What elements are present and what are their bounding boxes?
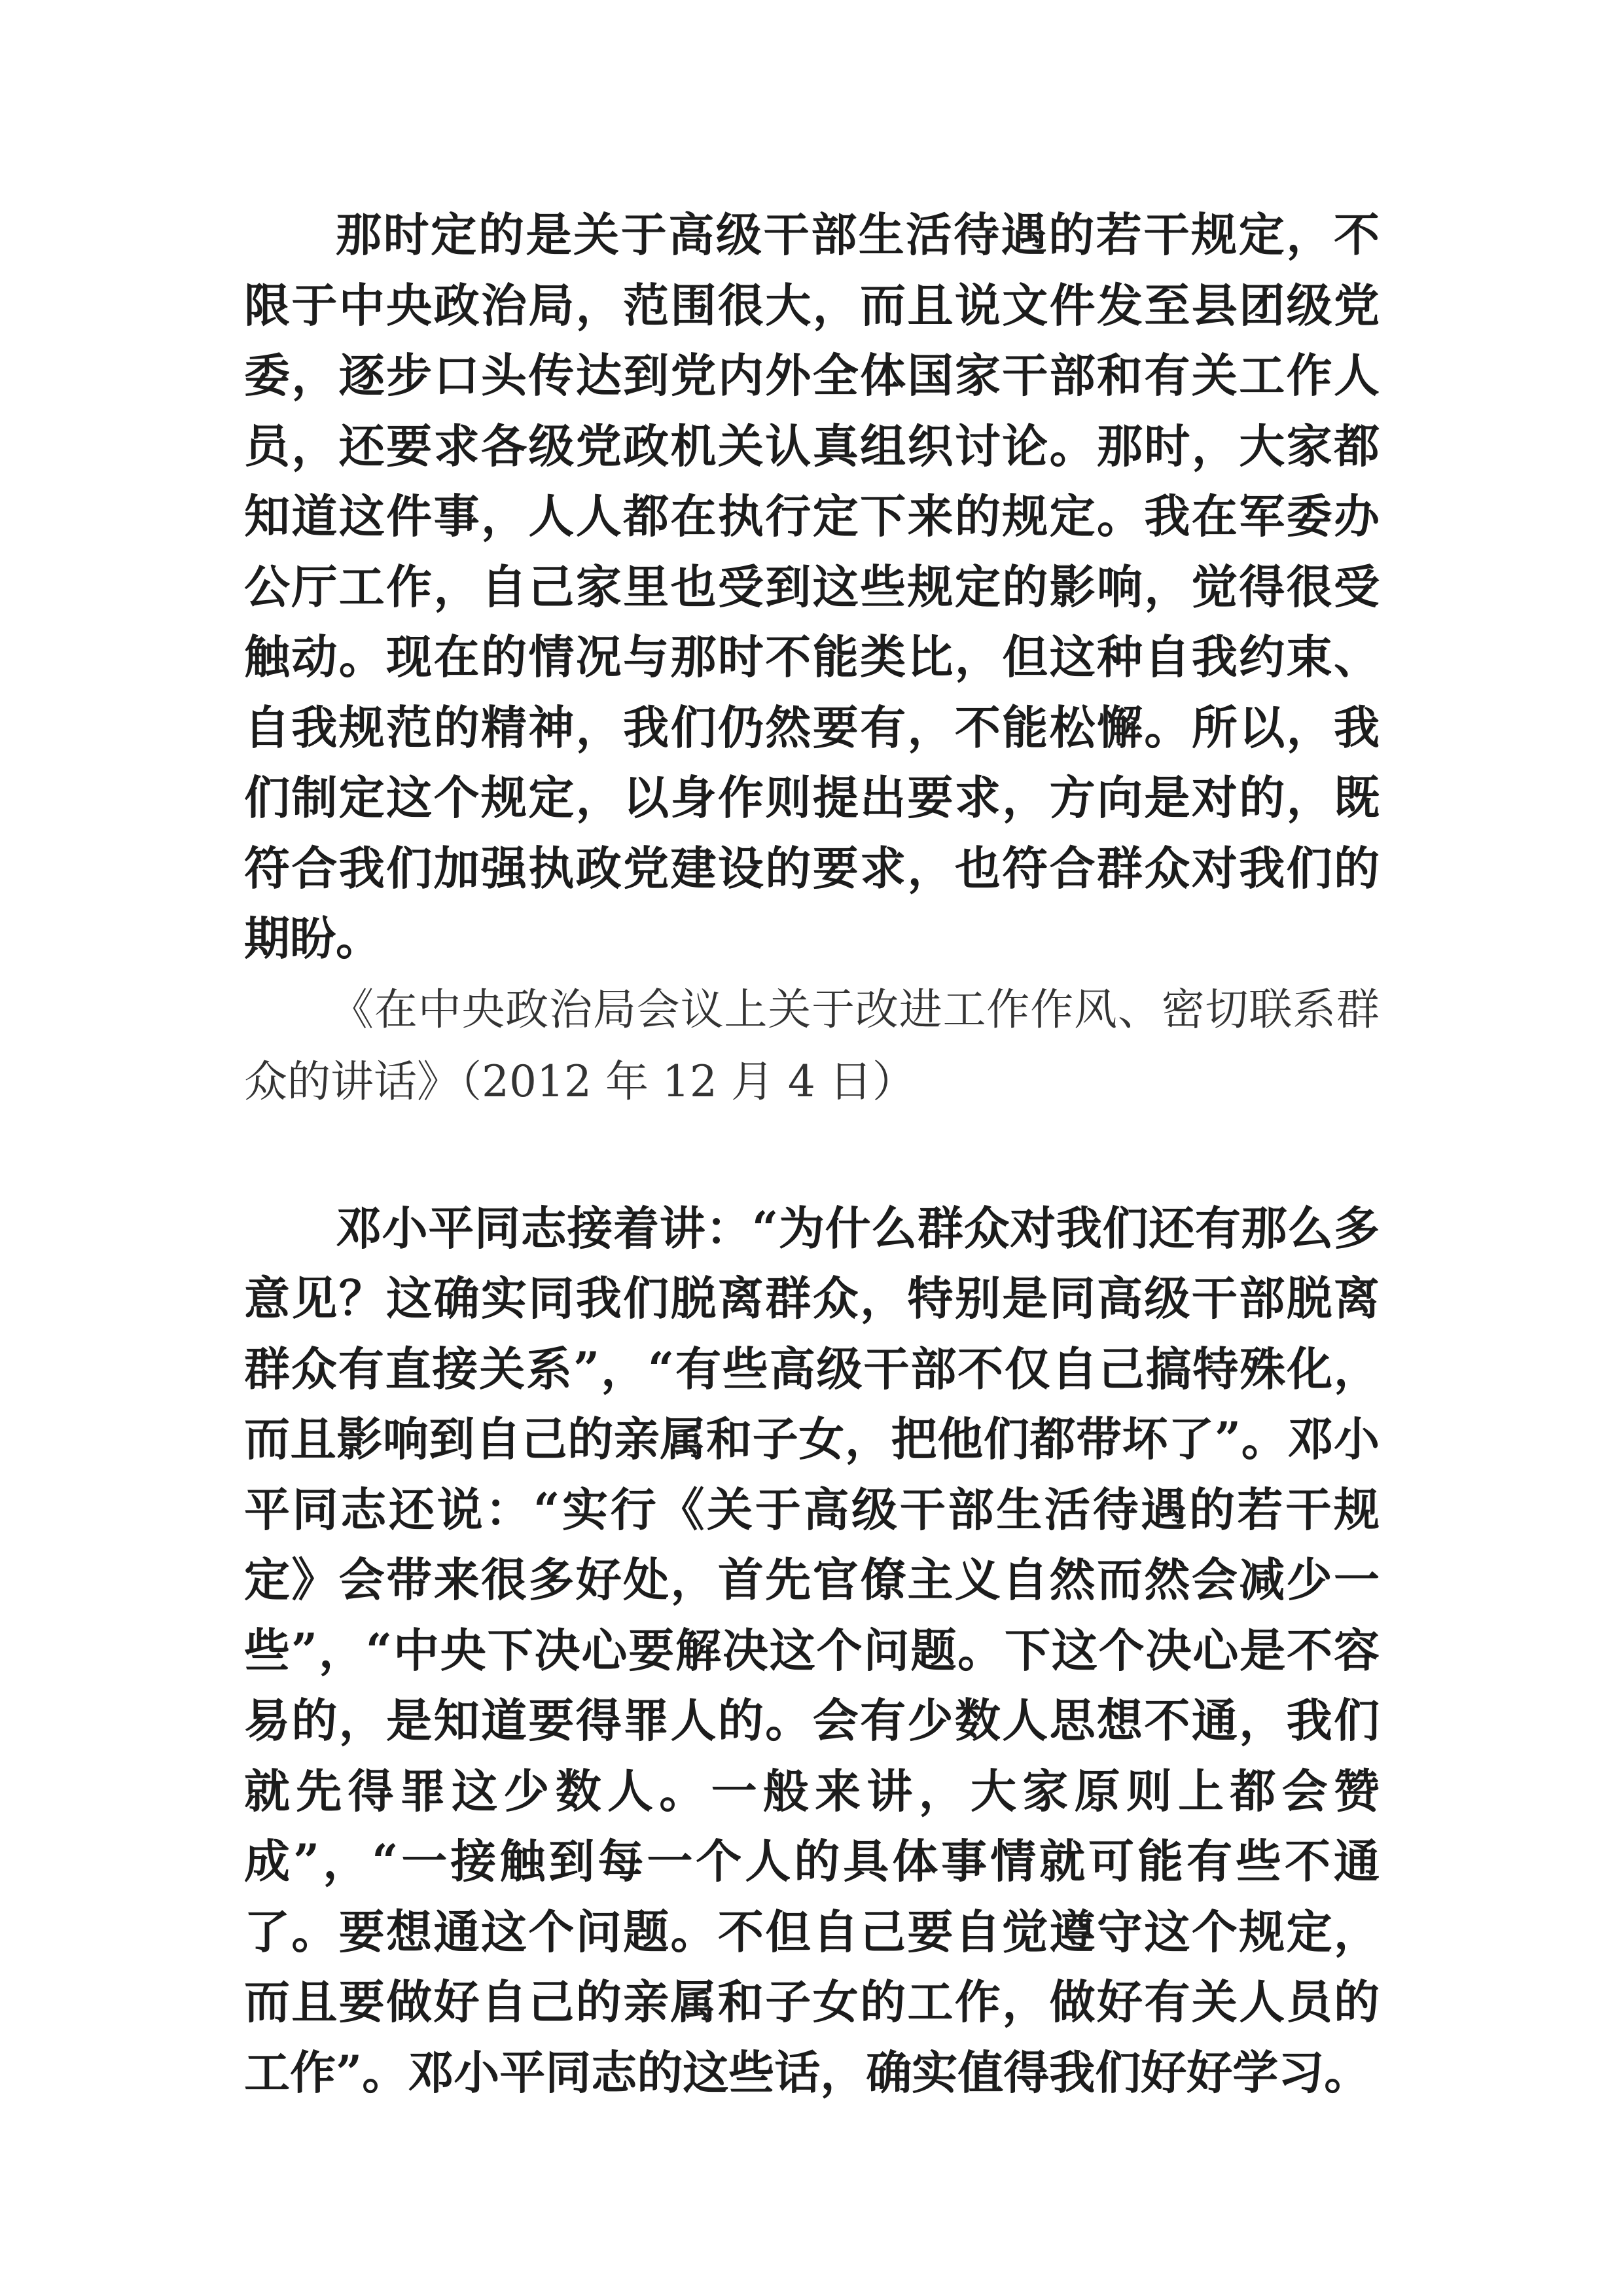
paragraph-1: 那时定的是关于高级干部生活待遇的若干规定，不限于中央政治局，范围很大，而且说文件发至县团级党委，逐步口头传达到党内外全体国家干部和有关工作人员，还要求各级党政机关认真组织讨论。那时，大家都知道这件事，人人都在执行定下来的规定。我在军委办公厅工作，自己家里也受到这些规定的影响，觉得很受触动。现在的情况与那时不能类比，但这种自我约束、自我规范的精神，我们仍然要有，不能松懈。所以，我们制定这个规定，以身作则提出要求，方向是对的，既符合我们加强执政党建设的要求，也符合群众对我们的期盼。 <box>244 207 1380 965</box>
paragraph-2: 邓小平同志接着讲：“为什么群众对我们还有那么多意见？这确实同我们脱离群众，特别是同高级干部脱离群众有直接关系”，“有些高级干部不仅自己搞特殊化，而且影响到自己的亲属和子女，把他们都带坏了”。邓小平同志还说：“实行《关于高级干部生活待遇的若干规定》会带来很多好处，首先官僚主义自然而然会减少一些”，“中央下决心要解决这个问题。下这个决心是不容易的，是知道要得罪人的。会有少数人思想不通，我们就先得罪这少数人。一般来讲，大家原则上都会赞成”，“一接触到每一个人的具体事情就可能有些不通了。要想通这个问题。不但自己要自觉遵守这个规定，而且要做好自己的亲属和子女的工作，做好有关人员的工作”。邓小平同志的这些话，确实值得我们好好学习。 <box>244 1200 1380 2100</box>
paragraph-gap <box>244 1118 1380 1193</box>
source-citation: 《在中央政治局会议上关于改进工作作风、密切联系群众的讲话》（2012 年 12 月 4 日） <box>244 984 1380 1107</box>
document-body <box>244 200 1380 2108</box>
